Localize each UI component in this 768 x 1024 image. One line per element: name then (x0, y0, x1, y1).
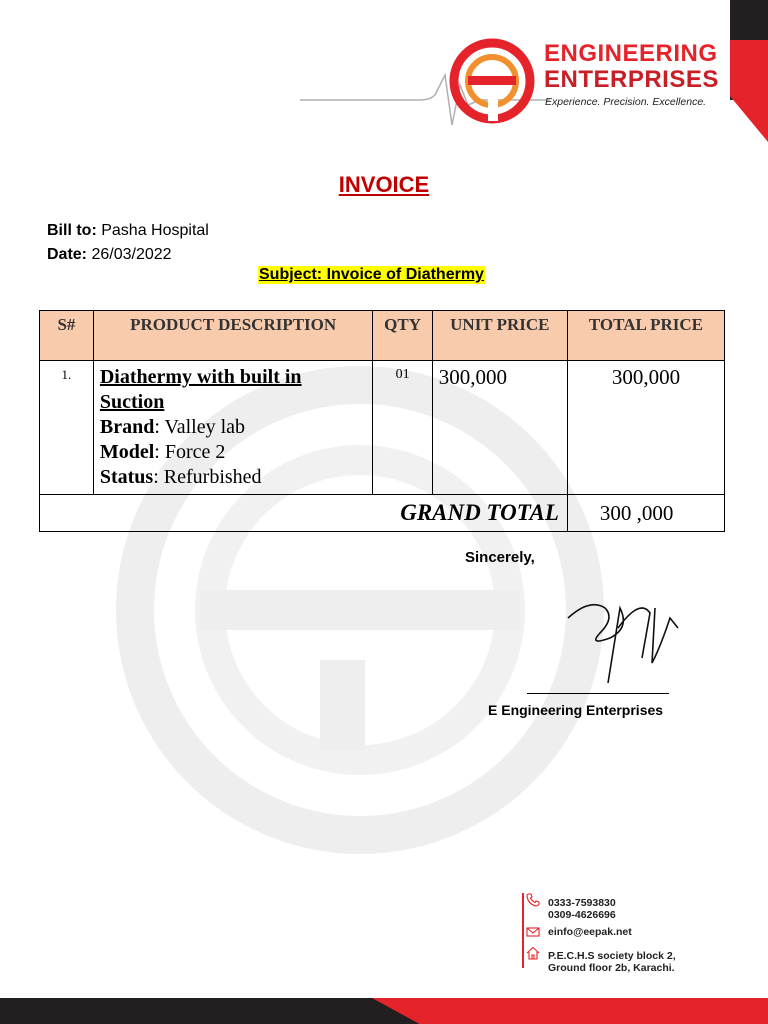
signature-icon (560, 588, 690, 688)
header-description: PRODUCT DESCRIPTION (93, 311, 373, 361)
home-icon (526, 946, 540, 960)
header-total-price: TOTAL PRICE (567, 311, 724, 361)
sincerely-text: Sincerely, (465, 549, 535, 566)
status-value: : Refurbished (153, 466, 262, 488)
product-name: Diathermy with built in Suction (99, 366, 302, 413)
row-sn: 1. (40, 361, 94, 495)
signer-name: E Engineering Enterprises (488, 702, 664, 718)
footer-red-bar (372, 998, 768, 1024)
contact-divider (522, 893, 524, 968)
row-unit-price: 300,000 (432, 361, 567, 495)
row-description (93, 361, 373, 495)
brand-tagline: Experience. Precision. Excellence. (545, 96, 707, 108)
brand-name-line2: ENTERPRISES (544, 66, 719, 93)
email-icon (526, 925, 540, 939)
grand-total-value: 300 ,000 (567, 495, 724, 532)
signature-line (527, 693, 669, 694)
phone-2: 0309-4626696 (548, 909, 616, 921)
row-qty: 01 (373, 361, 432, 495)
header-sn: S# (40, 311, 94, 361)
email: einfo@eepak.net (548, 926, 632, 938)
brand-name-line1: ENGINEERING (544, 40, 718, 67)
bill-info (47, 219, 209, 267)
status-label: Status (99, 466, 154, 488)
bill-to-row (47, 219, 209, 243)
brand-label: Brand (99, 416, 155, 438)
table-row (40, 361, 725, 495)
table-header-row (40, 311, 725, 361)
bill-to-value: Pasha Hospital (101, 222, 209, 239)
phone-icon (526, 893, 540, 907)
address-line-2: Ground floor 2b, Karachi. (548, 962, 675, 974)
brand-line (100, 415, 367, 440)
model-line (100, 440, 367, 465)
status-line (100, 465, 367, 490)
grand-total-label: GRAND TOTAL (40, 495, 568, 532)
date-value: 26/03/2022 (91, 246, 172, 263)
top-right-red-bar (730, 40, 768, 142)
page-title: INVOICE (338, 172, 430, 197)
address-line-1: P.E.C.H.S society block 2, (548, 950, 676, 962)
date-row (47, 243, 209, 267)
model-label: Model (99, 441, 155, 463)
header-unit-price: UNIT PRICE (432, 311, 567, 361)
model-value: : Force 2 (154, 441, 226, 463)
bill-to-label: Bill to: (47, 222, 97, 239)
brand-value: : Valley lab (154, 416, 246, 438)
invoice-table (39, 310, 725, 532)
logo-mark-icon (448, 37, 536, 125)
header-qty: QTY (373, 311, 432, 361)
phone-1: 0333-7593830 (548, 897, 616, 909)
subject-line: Subject: Invoice of Diathermy (259, 266, 484, 283)
grand-total-row (40, 495, 725, 532)
date-label: Date: (47, 246, 88, 263)
row-total-price: 300,000 (567, 361, 724, 495)
